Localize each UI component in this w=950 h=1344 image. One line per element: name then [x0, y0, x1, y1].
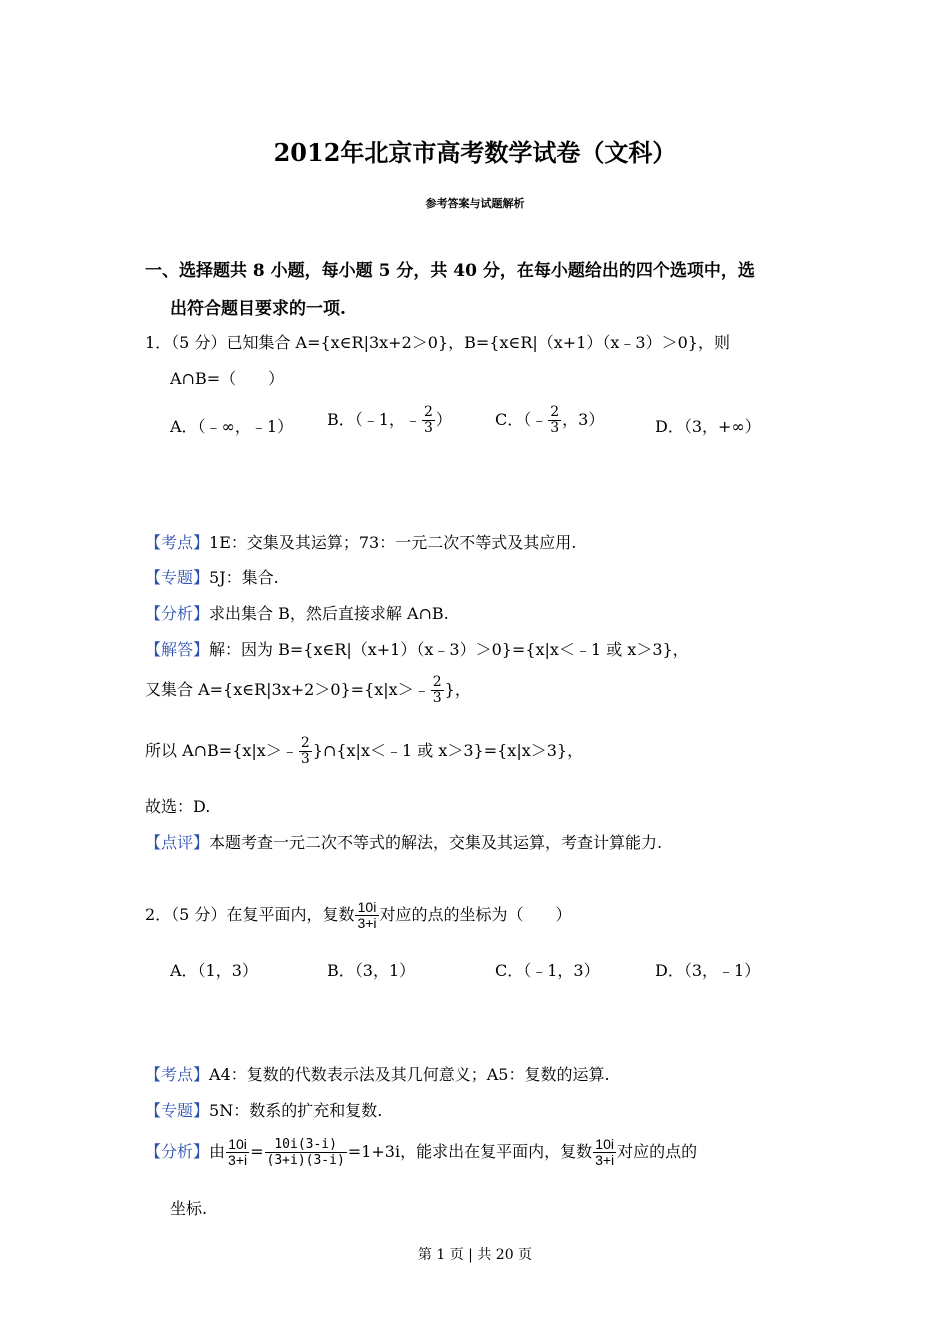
- q2-fenxi-prefix: 由: [209, 1142, 226, 1161]
- q1-option-b-prefix: B．（﹣1，﹣: [327, 410, 421, 429]
- q2-option-c: C．（﹣1，3）: [495, 961, 600, 980]
- q2-option-d: D．（3，﹣1）: [655, 961, 761, 980]
- q2-stem: [145, 900, 572, 931]
- fraction: [593, 1137, 616, 1168]
- section-heading-line2: 出符合题目要求的一项.: [170, 299, 346, 319]
- tag-kaodian: 【考点】: [145, 1065, 210, 1084]
- q2-kaodian-text: A4：复数的代数表示法及其几何意义；A5：复数的运算.: [209, 1065, 610, 1084]
- q1-option-a: A．（﹣∞，﹣1）: [170, 417, 294, 436]
- fraction-denominator: 3: [423, 420, 433, 436]
- fraction-numerator: 2: [432, 674, 442, 690]
- equals-sign: =: [250, 1142, 264, 1161]
- fraction: [226, 1137, 249, 1168]
- tag-fenxi: 【分析】: [145, 1142, 210, 1161]
- tag-fenxi: 【分析】: [145, 604, 210, 623]
- page-title: 2012年北京市高考数学试卷（文科）: [273, 138, 677, 167]
- tag-jieda: 【解答】: [145, 640, 210, 659]
- fraction-numerator: 2: [550, 404, 560, 420]
- q1-dianping-text: 本题考查一元二次不等式的解法，交集及其运算，考查计算能力.: [209, 833, 663, 852]
- fraction-numerator: 10i(3-i): [265, 1137, 347, 1153]
- q1-kaodian: [145, 530, 576, 553]
- fraction-denominator: (3+i)(3-i): [266, 1153, 345, 1168]
- tag-zhuanti: 【专题】: [145, 568, 210, 587]
- fraction: [431, 675, 444, 706]
- fraction-expanded: [265, 1137, 347, 1168]
- q2-fenxi-middle: =1+3i，能求出在复平面内，复数: [347, 1142, 593, 1161]
- q1-step2-suffix: }，: [444, 680, 471, 699]
- page-footer: 第 1 页 | 共 20 页: [417, 1247, 533, 1263]
- q1-option-c-prefix: C．（﹣: [495, 410, 548, 429]
- fraction-denominator: 3: [432, 690, 442, 706]
- q1-solution-step3: [145, 736, 583, 767]
- q1-fenxi: [145, 601, 449, 624]
- fraction-numerator: 2: [300, 735, 310, 751]
- q1-jieda-text: 解：因为 B={x∈R|（x+1）（x﹣3）＞0}={x|x＜﹣1 或 x＞3}，: [209, 640, 689, 659]
- fraction: [355, 900, 378, 931]
- q1-jieda: [145, 637, 689, 660]
- fraction: [548, 405, 561, 436]
- fraction-numerator: 10i: [355, 900, 378, 916]
- fraction-denominator: 3: [550, 420, 560, 436]
- q1-step3-prefix: 所以 A∩B={x|x＞﹣: [145, 741, 298, 760]
- q1-option-c: [495, 405, 604, 436]
- q1-solution-step2: [145, 675, 471, 706]
- q2-zhuanti: [145, 1098, 382, 1121]
- q1-option-b-suffix: ）: [435, 410, 452, 429]
- q1-answer: 故选：D.: [145, 797, 211, 816]
- q1-step2-prefix: 又集合 A={x∈R|3x+2＞0}={x|x＞﹣: [145, 680, 430, 699]
- q2-kaodian: [145, 1062, 610, 1085]
- q1-stem-line2: A∩B=（ ）: [170, 369, 285, 388]
- q1-dianping: [145, 830, 662, 853]
- q2-option-b: B．（3，1）: [327, 961, 416, 980]
- q1-stem-line1: 1．（5 分）已知集合 A={x∈R|3x+2＞0}，B={x∈R|（x+1）（x﹣3）＞0}，则: [145, 333, 730, 352]
- q2-stem-suffix: 对应的点的坐标为（ ）: [379, 905, 572, 924]
- fraction-denominator: 3: [300, 751, 310, 767]
- tag-zhuanti: 【专题】: [145, 1101, 210, 1120]
- tag-dianping: 【点评】: [145, 833, 210, 852]
- q1-zhuanti-text: 5J：集合.: [209, 568, 279, 587]
- q1-kaodian-text: 1E：交集及其运算；73：一元二次不等式及其应用.: [209, 533, 577, 552]
- fraction: [299, 736, 312, 767]
- q1-option-b: [327, 405, 452, 436]
- tag-kaodian: 【考点】: [145, 533, 210, 552]
- fraction-numerator: 10i: [593, 1137, 616, 1153]
- fraction-denominator: 3+i: [228, 1152, 248, 1168]
- q2-stem-prefix: 2．（5 分）在复平面内，复数: [145, 905, 355, 924]
- fraction-denominator: 3+i: [357, 915, 377, 931]
- q1-option-d: D．（3，+∞）: [655, 417, 761, 436]
- q1-step3-suffix: }∩{x|x＜﹣1 或 x＞3}={x|x＞3}，: [312, 741, 584, 760]
- section-heading-line1: 一、选择题共 8 小题，每小题 5 分，共 40 分，在每小题给出的四个选项中，选: [145, 261, 755, 281]
- fraction-denominator: 3+i: [595, 1152, 615, 1168]
- fraction: [422, 405, 435, 436]
- q2-fenxi-line2: 坐标.: [170, 1199, 208, 1218]
- fraction-numerator: 2: [423, 404, 433, 420]
- q1-option-c-suffix: ，3）: [562, 410, 605, 429]
- fraction-numerator: 10i: [226, 1137, 249, 1153]
- page-subtitle: 参考答案与试题解析: [425, 197, 525, 210]
- q1-fenxi-text: 求出集合 B，然后直接求解 A∩B.: [209, 604, 449, 623]
- q2-fenxi: [145, 1137, 697, 1168]
- q2-option-a: A．（1，3）: [170, 961, 258, 980]
- q1-zhuanti: [145, 565, 279, 588]
- q2-zhuanti-text: 5N：数系的扩充和复数.: [209, 1101, 383, 1120]
- q2-fenxi-suffix: 对应的点的: [617, 1142, 698, 1161]
